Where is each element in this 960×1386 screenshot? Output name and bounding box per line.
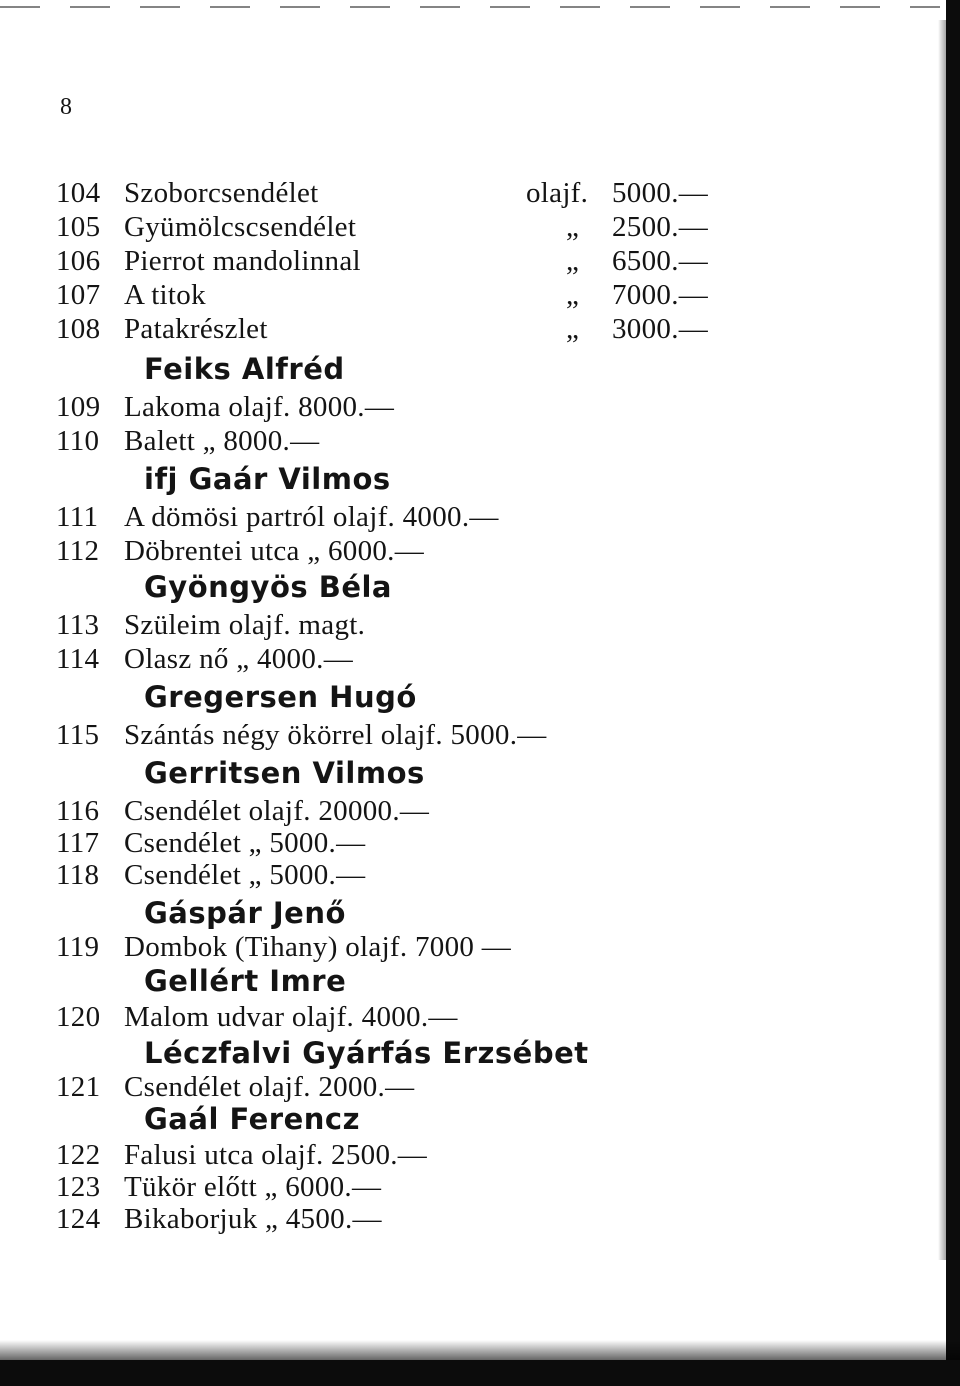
entry-medium: olajf. — [526, 177, 589, 209]
artist-heading: Léczfalvi Gyárfás Erzsébet — [144, 1036, 589, 1070]
entry-title: Dombok (Tihany) olajf. 7000 — — [124, 931, 512, 963]
entry-title: Patakrészlet — [124, 313, 268, 345]
catalogue-entry — [0, 644, 800, 674]
artist-heading: Gyöngyös Béla — [144, 570, 393, 604]
catalogue-entry — [0, 246, 800, 276]
entry-number: 123 — [56, 1171, 101, 1203]
catalogue-entry — [0, 426, 800, 456]
catalogue-entry — [0, 720, 800, 750]
entry-title: Balett „ 8000.— — [124, 425, 320, 457]
catalogue-entry — [0, 860, 800, 890]
catalogue-entry — [0, 1140, 800, 1170]
entry-number: 108 — [56, 313, 101, 345]
entry-title: Lakoma olajf. 8000.— — [124, 391, 395, 423]
catalogue-entry — [0, 502, 800, 532]
entry-medium: „ — [566, 279, 580, 311]
entry-title: Gyümölcscsendélet — [124, 211, 357, 243]
entry-title: A titok — [124, 279, 206, 311]
catalogue-entry — [0, 610, 800, 640]
entry-number: 117 — [56, 827, 100, 859]
entry-title: Csendélet „ 5000.— — [124, 859, 366, 891]
entry-number: 113 — [56, 609, 100, 641]
catalogue-entry — [0, 392, 800, 422]
entry-title: Csendélet olajf. 2000.— — [124, 1071, 415, 1103]
entry-number: 106 — [56, 245, 101, 277]
scan-edge-right — [946, 0, 960, 1386]
entry-price: 5000.— — [612, 177, 709, 209]
catalogue-entry — [0, 932, 800, 962]
catalogue-entry — [0, 1072, 800, 1102]
entry-title: Tükör előtt „ 6000.— — [124, 1171, 382, 1203]
catalogue-entry — [0, 1172, 800, 1202]
entry-number: 120 — [56, 1001, 101, 1033]
entry-number: 119 — [56, 931, 100, 963]
entry-price: 6500.— — [612, 245, 709, 277]
entry-number: 107 — [56, 279, 101, 311]
catalogue-entry — [0, 796, 800, 826]
entry-title: Falusi utca olajf. 2500.— — [124, 1139, 428, 1171]
entry-number: 115 — [56, 719, 100, 751]
page-number: 8 — [60, 94, 72, 120]
entry-title: Döbrentei utca „ 6000.— — [124, 535, 425, 567]
entry-price: 2500.— — [612, 211, 709, 243]
entry-title: Szoborcsendélet — [124, 177, 319, 209]
artist-heading: Feiks Alfréd — [144, 352, 345, 386]
entry-title: Csendélet „ 5000.— — [124, 827, 366, 859]
catalogue-entry — [0, 212, 800, 242]
entry-number: 121 — [56, 1071, 101, 1103]
scan-edge-bottom — [0, 1360, 960, 1386]
entry-number: 112 — [56, 535, 100, 567]
catalogue-entry — [0, 280, 800, 310]
entry-number: 116 — [56, 795, 100, 827]
catalogue-entry — [0, 536, 800, 566]
entry-number: 118 — [56, 859, 100, 891]
entry-medium: „ — [566, 313, 580, 345]
entry-title: Csendélet olajf. 20000.— — [124, 795, 430, 827]
entry-title: Szüleim olajf. magt. — [124, 609, 366, 641]
catalogue-entry — [0, 1002, 800, 1032]
entry-number: 111 — [56, 501, 99, 533]
catalogue-entry — [0, 828, 800, 858]
entry-price: 7000.— — [612, 279, 709, 311]
catalogue-entry — [0, 1204, 800, 1234]
entry-number: 124 — [56, 1203, 101, 1235]
artist-heading: Gerritsen Vilmos — [144, 756, 425, 790]
entry-title: Malom udvar olajf. 4000.— — [124, 1001, 458, 1033]
entry-medium: „ — [566, 211, 580, 243]
catalogue-entry — [0, 314, 800, 344]
entry-number: 114 — [56, 643, 100, 675]
artist-heading: Gellért Imre — [144, 964, 347, 998]
artist-heading: Gáspár Jenő — [144, 896, 346, 930]
catalogue-entry — [0, 178, 800, 208]
entry-number: 110 — [56, 425, 100, 457]
entry-medium: „ — [566, 245, 580, 277]
artist-heading: ifj Gaár Vilmos — [144, 462, 391, 496]
entry-title: A dömösi partról olajf. 4000.— — [124, 501, 499, 533]
entry-number: 122 — [56, 1139, 101, 1171]
artist-heading: Gregersen Hugó — [144, 680, 417, 714]
artist-heading: Gaál Ferencz — [144, 1102, 360, 1136]
scan-edge-shadow — [938, 20, 946, 1260]
entry-title: Szántás négy ökörrel olajf. 5000.— — [124, 719, 547, 751]
entry-title: Pierrot mandolinnal — [124, 245, 361, 277]
entry-title: Olasz nő „ 4000.— — [124, 643, 354, 675]
entry-number: 104 — [56, 177, 101, 209]
scan-edge-top — [0, 6, 940, 8]
entry-number: 109 — [56, 391, 101, 423]
entry-number: 105 — [56, 211, 101, 243]
entry-title: Bikaborjuk „ 4500.— — [124, 1203, 382, 1235]
scan-edge-shadow-bottom — [0, 1340, 960, 1360]
entry-price: 3000.— — [612, 313, 709, 345]
